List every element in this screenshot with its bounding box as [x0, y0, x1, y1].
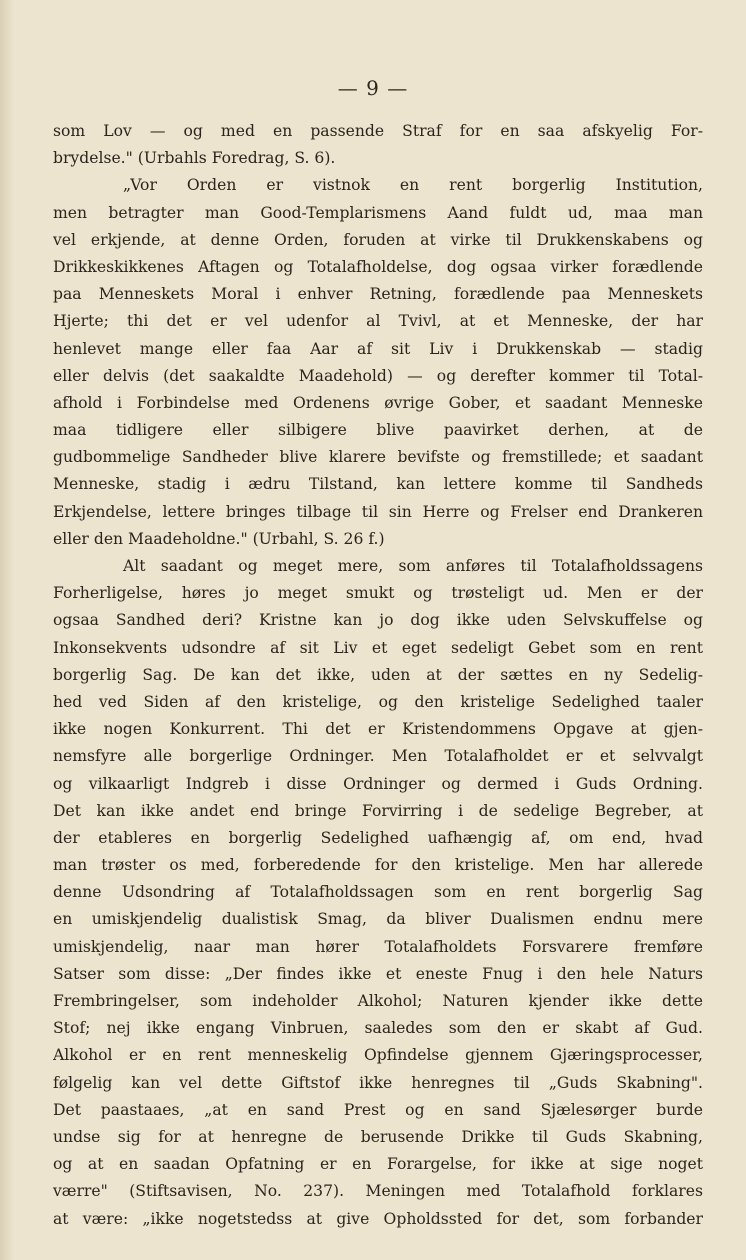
text-line: eller delvis (det saakaldte Maadehold) — og derefter kommer til Total-	[53, 366, 703, 385]
text-line: Forherligelse, høres jo meget smukt og trøsteligt ud. Men er der	[53, 584, 703, 603]
text-line: men betragter man Good-Templarismens Aand fuldt ud, maa man	[53, 203, 703, 222]
text-line: Frembringelser, som indeholder Alkohol; Naturen kjender ikke dette	[53, 992, 703, 1010]
text-line: ikke nogen Konkurrent. Thi det er Kristendommens Opgave at gjen-	[53, 720, 703, 739]
text-line: Det paastaaes, „at en sand Prest og en sand Sjælesørger burde	[53, 1100, 703, 1119]
text-line: umiskjendelig, naar man hører Totalafholdets Forsvarere fremføre	[53, 937, 703, 956]
text-line: Hjerte; thi det er vel udenfor al Tvivl, at et Menneske, der har	[53, 312, 703, 331]
text-line: brydelse." (Urbahls Foredrag, S. 6).	[53, 149, 336, 168]
text-line: undse sig for at henregne de berusende Drikke til Guds Skabning,	[53, 1127, 703, 1146]
text-line: Stof; nej ikke engang Vinbruen, saaledes som den er skabt af Gud.	[53, 1019, 703, 1038]
text-line: borgerlig Sag. De kan det ikke, uden at der sættes en ny Sedelig-	[53, 665, 703, 684]
text-line: man trøster os med, forberedende for den kristelige. Men har allerede	[53, 856, 703, 875]
text-line: Satser som disse: „Der findes ikke et eneste Fnug i den hele Naturs	[53, 964, 703, 983]
text-line: Inkonsekvents udsondre af sit Liv et eget sedeligt Gebet som en rent	[53, 638, 703, 657]
text-line: vel erkjende, at denne Orden, foruden at virke til Drukkenskabens og	[53, 230, 703, 249]
text-line: og vilkaarligt Indgreb i disse Ordninger og dermed i Guds Ordning.	[53, 774, 703, 793]
text-line: maa tidligere eller silbigere blive paavirket derhen, at de	[53, 421, 703, 440]
text-line: Alkohol er en rent menneskelig Opfindelse gjennem Gjæringsprocesser,	[53, 1046, 703, 1065]
text-line: Menneske, stadig i ædru Tilstand, kan lettere komme til Sandheds	[53, 475, 703, 494]
text-line: og at en saadan Opfatning er en Forargelse, for ikke at sige noget	[53, 1155, 703, 1174]
text-line: nemsfyre alle borgerlige Ordninger. Men Totalafholdet er et selvvalgt	[53, 747, 703, 766]
text-line: Drikkeskikkenes Aftagen og Totalafholdelse, dog ogsaa virker forædlende	[53, 257, 703, 276]
text-line: følgelig kan vel dette Giftstof ikke henregnes til „Guds Skabning".	[53, 1073, 703, 1092]
text-line: der etableres en borgerlig Sedelighed uafhængig af, om end, hvad	[53, 828, 703, 847]
text-line: denne Udsondring af Totalafholdssagen som en rent borgerlig Sag	[53, 883, 703, 902]
text-line: gudbommelige Sandheder blive klarere bevifste og fremstillede; et saadant	[53, 448, 703, 467]
text-line: Erkjendelse, lettere bringes tilbage til sin Herre og Frelser end Drankeren	[53, 502, 703, 521]
text-line: at være: „ikke nogetstedss at give Opholdssted for det, som forbander	[53, 1209, 703, 1228]
text-line: „Vor Orden er vistnok en rent borgerlig Institution,	[123, 176, 703, 195]
body-text	[53, 118, 703, 1233]
page-binding-edge	[0, 0, 14, 1260]
text-line: som Lov — og med en passende Straf for en saa afskyelig For-	[53, 122, 703, 140]
text-line: ogsaa Sandhed deri? Kristne kan jo dog ikke uden Selvskuffelse og	[53, 611, 703, 630]
text-line: Det kan ikke andet end bringe Forvirring i de sedelige Begreber, at	[53, 801, 703, 820]
text-line: paa Menneskets Moral i enhver Retning, forædlende paa Menneskets	[53, 285, 703, 304]
text-line: Alt saadant og meget mere, som anføres til Totalafholdssagens	[123, 557, 703, 575]
page-number: — 9 —	[337, 76, 409, 100]
text-line: afhold i Forbindelse med Ordenens øvrige Gober, et saadant Menneske	[53, 393, 703, 412]
text-line: hed ved Siden af den kristelige, og den kristelige Sedelighed taaler	[53, 692, 703, 711]
text-line: henlevet mange eller faa Aar af sit Liv i Drukkenskab — stadig	[53, 339, 703, 358]
text-line: eller den Maadeholdne." (Urbahl, S. 26 f.)	[53, 529, 385, 548]
text-line: en umiskjendelig dualistisk Smag, da bliver Dualismen endnu mere	[53, 910, 703, 929]
text-line: værre" (Stiftsavisen, No. 237). Meningen med Totalafhold forklares	[53, 1182, 703, 1201]
